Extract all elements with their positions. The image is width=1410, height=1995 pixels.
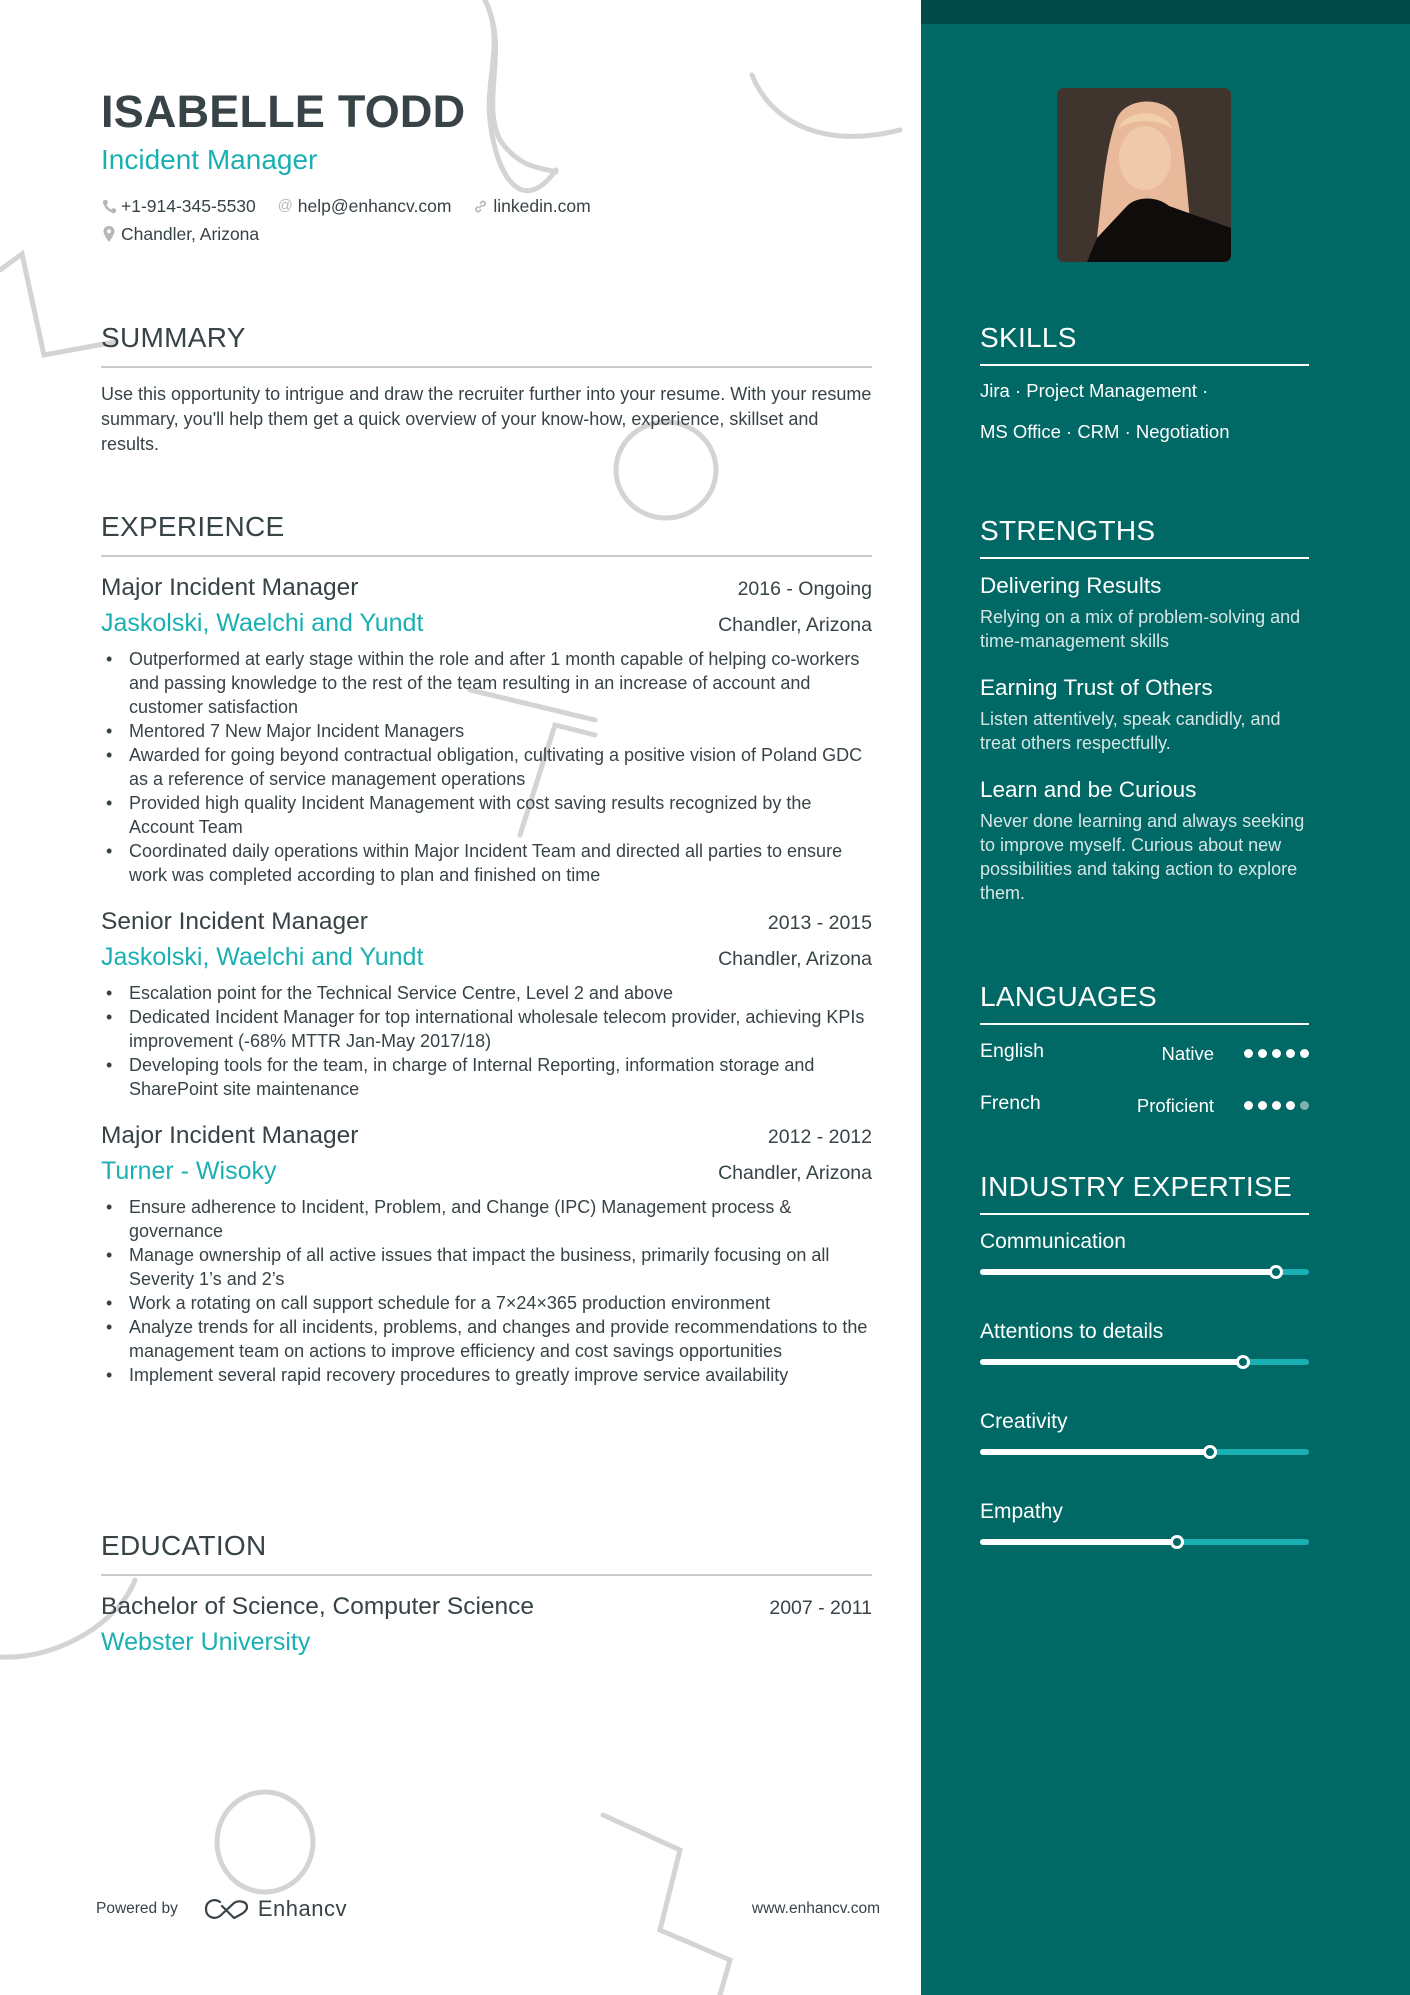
expertise-section [980, 1169, 1309, 1573]
section-divider [980, 1213, 1309, 1215]
strength-title: Earning Trust of Others [980, 675, 1213, 700]
section-divider [101, 1574, 872, 1576]
job-entry [101, 1119, 872, 1387]
job-bullets [101, 1195, 872, 1387]
enhancv-logo[interactable] [204, 1896, 347, 1922]
map-pin-icon [101, 226, 116, 243]
resume-header [101, 84, 871, 248]
bullet-item: • Provided high quality Incident Management with cost saving results recognized by the Account Team [101, 791, 872, 839]
footer [96, 1896, 880, 1922]
school-name: Webster University [101, 1628, 311, 1656]
job-location: Chandler, Arizona [718, 948, 872, 970]
expertise-label: Communication [980, 1230, 1126, 1253]
contact-location [101, 220, 259, 248]
section-divider [980, 557, 1309, 559]
bullet-item: • Outperformed at early stage within the role and after 1 month capable of helping co-workers and passing knowledge to the rest of the team resulting in an increase of account and customer satisfaction [101, 647, 872, 719]
brand-name: Enhancv [257, 1896, 347, 1921]
expertise-bar-fill [980, 1269, 1276, 1275]
expertise-bar-fill [980, 1449, 1210, 1455]
contact-info [101, 192, 871, 248]
section-divider [980, 364, 1309, 366]
summary-text: Use this opportunity to intrigue and draw the recruiter further into your resume. With your resume summary, you'll help them get a quick overview of your know-how, experience, skillset and results. [101, 384, 872, 454]
expertise-label: Attentions to details [980, 1320, 1164, 1343]
skills-title: SKILLS [980, 322, 1077, 353]
rating-dot-filled [1258, 1049, 1267, 1058]
job-bullets [101, 981, 872, 1101]
link-icon [473, 198, 488, 215]
expertise-item [980, 1317, 1309, 1393]
bullet-item: • Implement several rapid recovery procedures to greatly improve service availability [101, 1363, 872, 1387]
linkedin-text[interactable]: linkedin.com [493, 196, 591, 216]
rating-dot-filled [1272, 1101, 1281, 1110]
expertise-item [980, 1497, 1309, 1573]
rating-dot-filled [1272, 1049, 1281, 1058]
location-text: Chandler, Arizona [121, 224, 260, 244]
expertise-bar-knob [1170, 1535, 1184, 1549]
expertise-item [980, 1407, 1309, 1483]
education-entry [101, 1590, 872, 1660]
job-entry [101, 905, 872, 1101]
expertise-bar [980, 1539, 1309, 1545]
strength-desc: Relying on a mix of problem-solving and time-management skills [980, 607, 1301, 651]
job-bullets [101, 647, 872, 887]
phone-icon [101, 198, 116, 215]
sidebar [921, 0, 1410, 1995]
website-link[interactable]: www.enhancv.com [751, 1900, 880, 1917]
company-name: Jaskolski, Waelchi and Yundt [101, 943, 424, 971]
job-location: Chandler, Arizona [718, 1162, 872, 1184]
strength-item [980, 673, 1309, 755]
language-item [980, 1025, 1309, 1077]
bullet-item: • Awarded for going beyond contractual obligation, cultivating a positive vision of Poland GDC as a reference of service management operations [101, 743, 872, 791]
education-date: 2007 - 2011 [769, 1597, 872, 1619]
job-date: 2013 - 2015 [767, 912, 872, 934]
expertise-label: Creativity [980, 1410, 1068, 1433]
experience-section [101, 509, 872, 1387]
language-level: Native [1161, 1043, 1214, 1064]
experience-title: EXPERIENCE [101, 511, 285, 542]
rating-dot-empty [1300, 1101, 1309, 1110]
skills-line: Jira · Project Management · [980, 380, 1209, 401]
section-divider [101, 555, 872, 557]
expertise-bar-knob [1269, 1265, 1283, 1279]
section-divider [101, 366, 872, 368]
strength-desc: Never done learning and always seeking to improve myself. Curious about new possibilities and taking action to explore them. [980, 811, 1305, 903]
company-name: Turner - Wisoky [101, 1157, 277, 1185]
bullet-item: • Escalation point for the Technical Service Centre, Level 2 and above [101, 981, 872, 1005]
summary-title: SUMMARY [101, 322, 246, 353]
skills-section [980, 320, 1309, 452]
sidebar-top-band [921, 0, 1410, 24]
rating-dot-filled [1244, 1049, 1253, 1058]
powered-by [96, 1896, 347, 1922]
strength-item [980, 775, 1309, 905]
job-date: 2012 - 2012 [767, 1126, 872, 1148]
skills-line: MS Office · CRM · Negotiation [980, 421, 1230, 442]
strength-item [980, 571, 1309, 653]
rating-dot-filled [1300, 1049, 1309, 1058]
strength-title: Delivering Results [980, 573, 1162, 598]
job-entry [101, 571, 872, 887]
contact-linkedin[interactable] [473, 192, 590, 220]
company-name: Jaskolski, Waelchi and Yundt [101, 609, 424, 637]
skills-list [980, 370, 1309, 452]
job-location: Chandler, Arizona [718, 614, 872, 636]
job-title: Major Incident Manager [101, 1122, 359, 1149]
bullet-item: • Ensure adherence to Incident, Problem, and Change (IPC) Management process & governance [101, 1195, 872, 1243]
rating-dot-filled [1244, 1101, 1253, 1110]
summary-section [101, 320, 872, 457]
powered-by-label: Powered by [96, 1900, 178, 1917]
enhancv-logo-icon [204, 1898, 250, 1920]
profile-photo [1057, 88, 1231, 262]
bullet-item: • Developing tools for the team, in charge of Internal Reporting, information storage and SharePoint site maintenance [101, 1053, 872, 1101]
strengths-section [980, 513, 1309, 905]
at-icon: @ [277, 197, 293, 214]
email-text[interactable]: help@enhancv.com [297, 196, 452, 216]
contact-email[interactable] [278, 192, 452, 220]
languages-section [980, 979, 1309, 1129]
expertise-bar-fill [980, 1539, 1177, 1545]
languages-title: LANGUAGES [980, 981, 1157, 1012]
strength-title: Learn and be Curious [980, 777, 1197, 802]
job-title: Senior Incident Manager [101, 908, 368, 935]
contact-phone [101, 192, 256, 220]
strengths-title: STRENGTHS [980, 515, 1156, 546]
job-date: 2016 - Ongoing [737, 578, 872, 600]
education-section [101, 1528, 872, 1660]
bullet-item: • Analyze trends for all incidents, problems, and changes and provide recommendations to the management team on actions to improve efficiency and cost savings opportunities [101, 1315, 872, 1363]
language-name: French [980, 1091, 1041, 1114]
language-name: English [980, 1039, 1044, 1062]
expertise-bar [980, 1449, 1309, 1455]
phone-text: +1-914-345-5530 [121, 196, 256, 216]
expertise-title: INDUSTRY EXPERTISE [980, 1171, 1292, 1202]
strength-desc: Listen attentively, speak candidly, and treat others respectfully. [980, 709, 1281, 753]
expertise-item [980, 1227, 1309, 1303]
expertise-bar-fill [980, 1359, 1243, 1365]
bullet-item: • Mentored 7 New Major Incident Managers [101, 719, 872, 743]
expertise-bar-knob [1236, 1355, 1250, 1369]
language-rating [1244, 1101, 1309, 1110]
expertise-bar-knob [1203, 1445, 1217, 1459]
bullet-item: • Manage ownership of all active issues that impact the business, primarily focusing on all Severity 1’s and 2’s [101, 1243, 872, 1291]
language-item [980, 1077, 1309, 1129]
candidate-role: Incident Manager [101, 144, 318, 175]
expertise-bar [980, 1359, 1309, 1365]
bullet-item: • Work a rotating on call support schedule for a 7×24×365 production environment [101, 1291, 872, 1315]
language-rating [1244, 1049, 1309, 1058]
bullet-item: • Coordinated daily operations within Major Incident Team and directed all parties to ensure work was completed according to plan and finished on time [101, 839, 872, 887]
rating-dot-filled [1286, 1049, 1295, 1058]
degree: Bachelor of Science, Computer Science [101, 1593, 535, 1620]
rating-dot-filled [1286, 1101, 1295, 1110]
language-level: Proficient [1136, 1095, 1214, 1116]
job-title: Major Incident Manager [101, 574, 359, 601]
expertise-bar [980, 1269, 1309, 1275]
bullet-item: • Dedicated Incident Manager for top international wholesale telecom provider, achieving KPIs improvement (-68% MTTR Jan-May 2017/18) [101, 1005, 872, 1053]
rating-dot-filled [1258, 1101, 1267, 1110]
education-title: EDUCATION [101, 1530, 267, 1561]
candidate-name: ISABELLE TODD [101, 86, 466, 137]
expertise-label: Empathy [980, 1500, 1063, 1523]
